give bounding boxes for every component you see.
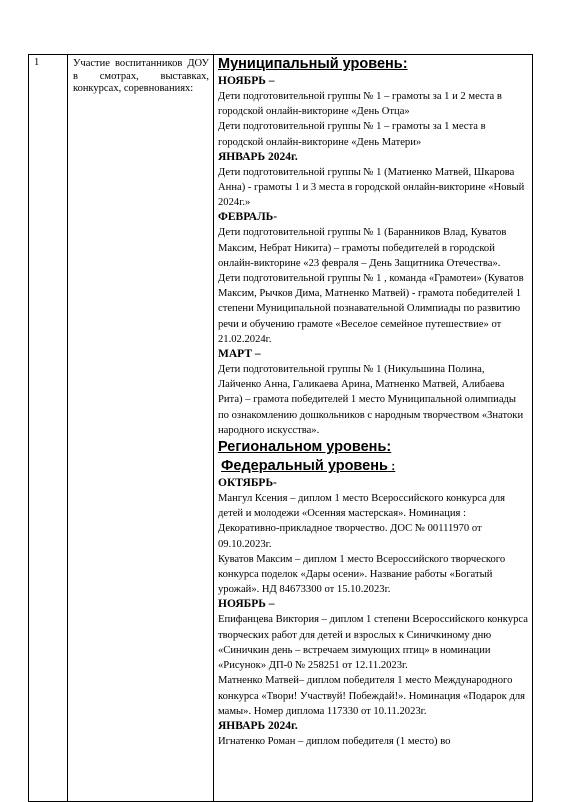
row-number: 1	[34, 57, 40, 68]
month-heading: МАРТ –	[218, 348, 261, 361]
federal-heading-text: Федеральный уровень	[221, 458, 388, 475]
municipal-sections	[218, 74, 529, 438]
month-heading: ОКТЯБРЬ-	[218, 477, 277, 490]
achievement-entry: Дети подготовительной группы № 1 – грамоты за 1 места в городской онлайн-викторине «День Матери»	[218, 121, 486, 148]
municipal-level-heading: Муниципальный уровень:	[218, 56, 408, 72]
federal-level-heading	[221, 457, 529, 476]
month-heading: НОЯБРЬ –	[218, 598, 275, 611]
federal-sections	[218, 476, 529, 749]
month-heading: ЯНВАРЬ 2024г.	[218, 150, 298, 163]
month-heading: ЯНВАРЬ 2024г.	[218, 719, 298, 732]
achievement-entry: Мангул Ксения – диплом 1 место Всероссийского конкурса для детей и молодежи «Осенняя мастерская». Номинация : Декоративно-прикладное творчество. ДОС № 00111970 от 09.10.2023г.	[218, 493, 505, 550]
achievement-entry: Епифанцева Виктория – диплом 1 степени Всероссийского конкурса творческих работ для детей и взрослых к Синичкиному дню «Синичкин день – встречаем зимующих птиц» в номинации «Рисунок» ДП-0 № 258251 от 12.11.2023г.	[218, 614, 528, 672]
row-number-cell	[29, 55, 68, 802]
table-row	[29, 55, 533, 802]
achievement-entry: Дети подготовительной группы № 1 (Никульшина Полина, Лайченко Анна, Галикаева Арина, Матненко Матвей, Алибаева Рита) – грамота победителей 1 место Муниципальной олимпиады по ознакомлению дошкольников с народным творчеством «Знатоки народного искусства».	[218, 364, 524, 436]
achievement-entry: Куватов Максим – диплом 1 место Всероссийского творческого конкурса поделок «Дары осени». Название работы «Богатый урожай». НД 84673300 от 15.10.2023г.	[218, 553, 506, 596]
achievement-entry: Игнатенко Роман – диплом победителя (1 место) во	[218, 735, 451, 747]
achievement-entry: Дети подготовительной группы № 1 , команда «Грамотеи» (Куватов Максим, Рычков Дима, Матненко Матвей) - грамота победителей 1 степени Муниципальной познавательной Олимпиады по развитию речи и обучению грамоте «Веселое семейное путешествие» от 21.02.2024г.	[218, 273, 524, 345]
row-description: Участие воспитанников ДОУ в смотрах, выставках, конкурсах, соревнованиях:	[73, 58, 209, 94]
month-heading: ФЕВРАЛЬ-	[218, 211, 278, 224]
achievement-entry: Дети подготовительной группы № 1 (Баранников Влад, Куватов Максим, Небрат Никита) – грамоты победителей в городской онлайн-викторине «23 февраля – День Защитника Отечества».	[218, 227, 507, 269]
achievement-entry: Дети подготовительной группы № 1 (Матиенко Матвей, Шкарова Анна) - грамоты 1 и 3 места в городской онлайн-викторине «Новый 2024г.»	[218, 166, 525, 209]
achievement-entry: Матненко Матвей– диплом победителя 1 место Международного конкурса «Твори! Участвуй! Побеждай!». Номинация «Подарок для мамы». Номер диплома 117330 от 10.11.2023г.	[218, 675, 526, 717]
description-cell	[68, 55, 214, 802]
content-cell	[214, 55, 533, 802]
regional-level-heading: Региональном уровень:	[218, 439, 392, 456]
month-heading: НОЯБРЬ –	[218, 75, 275, 87]
federal-heading-tail: :	[387, 459, 396, 474]
achievements-table	[28, 54, 533, 802]
achievement-entry: Дети подготовительной группы № 1 – грамоты за 1 и 2 места в городской онлайн-викторине «День Отца»	[218, 91, 502, 118]
